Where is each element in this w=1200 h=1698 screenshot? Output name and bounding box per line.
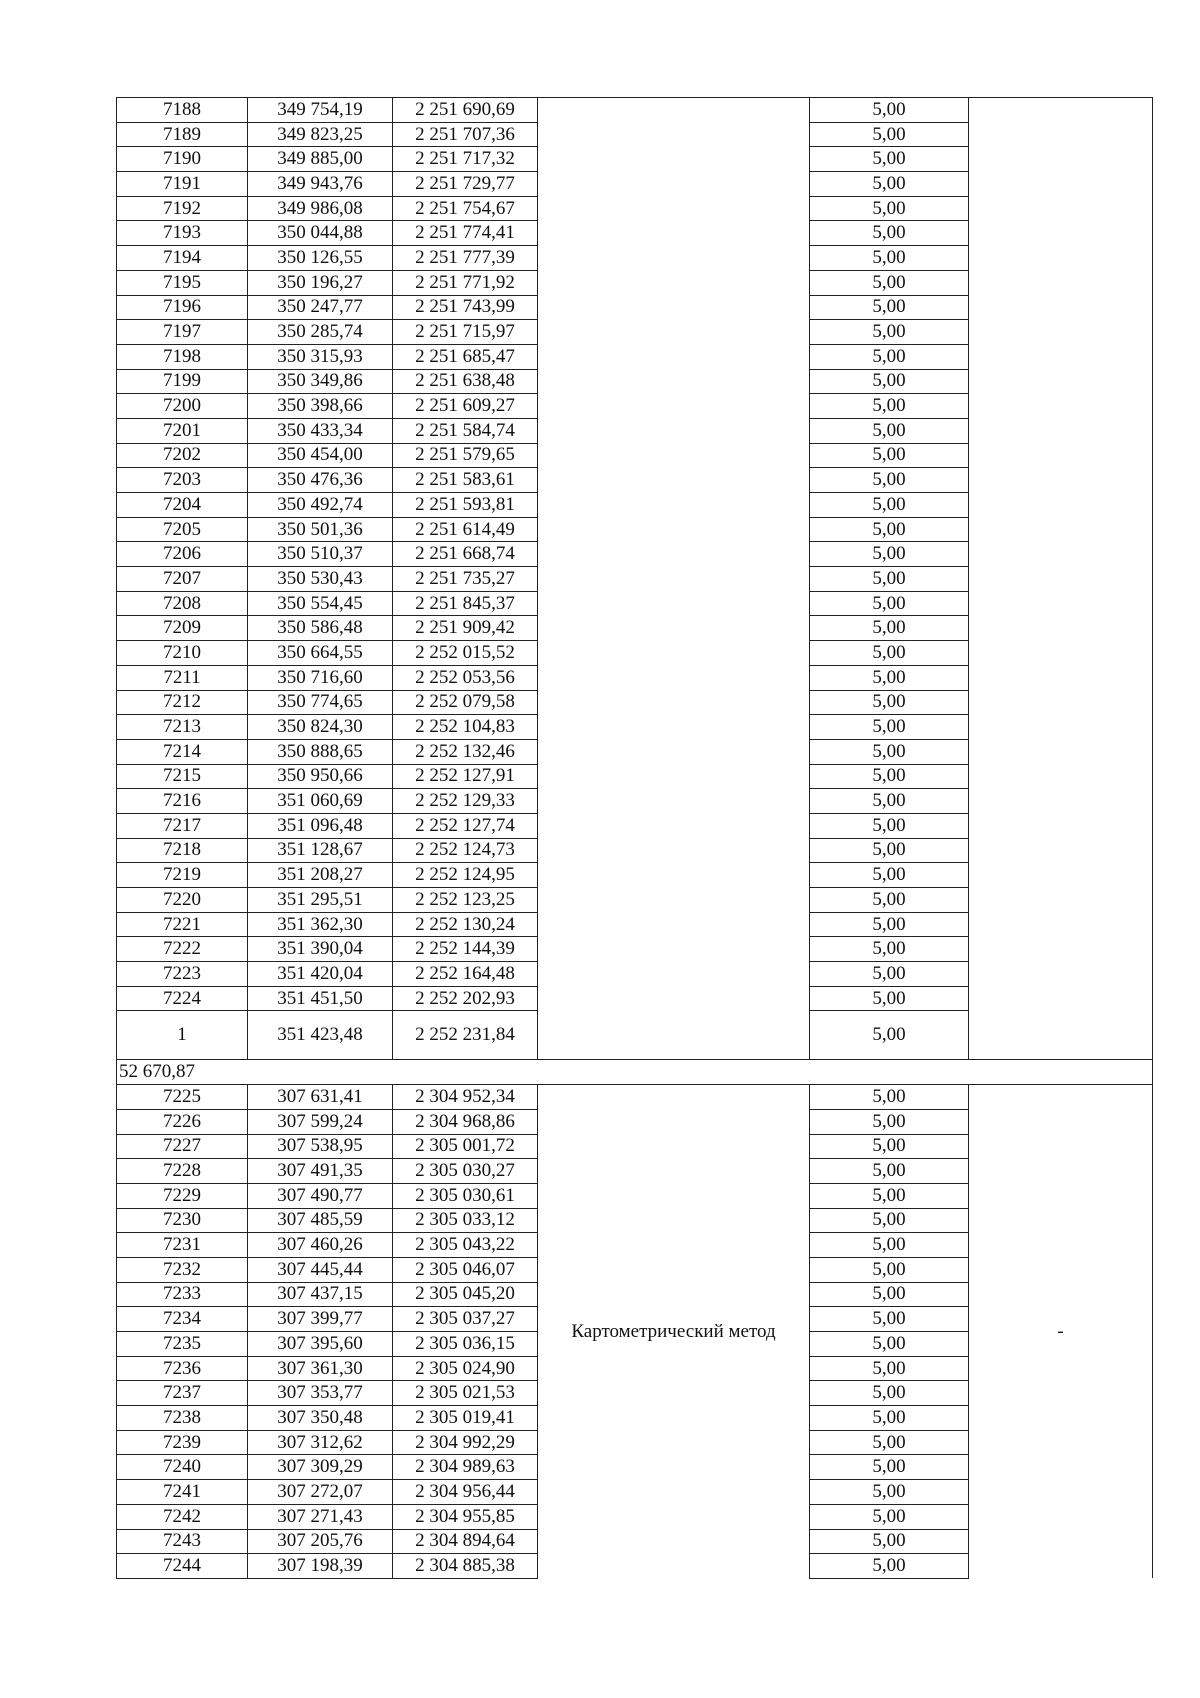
table-row xyxy=(117,1085,1153,1110)
point-number-cell: 7228 xyxy=(117,1159,248,1184)
x-coordinate-cell: 350 664,55 xyxy=(248,641,393,666)
y-coordinate-cell: 2 251 774,41 xyxy=(393,221,538,246)
y-coordinate-cell: 2 305 037,27 xyxy=(393,1307,538,1332)
y-coordinate-cell: 2 305 036,15 xyxy=(393,1332,538,1357)
accuracy-cell: 5,00 xyxy=(810,1257,969,1282)
note-cell xyxy=(969,98,1153,1060)
accuracy-cell: 5,00 xyxy=(810,443,969,468)
accuracy-cell: 5,00 xyxy=(810,690,969,715)
y-coordinate-cell: 2 252 079,58 xyxy=(393,690,538,715)
accuracy-cell: 5,00 xyxy=(810,542,969,567)
y-coordinate-cell: 2 305 030,27 xyxy=(393,1159,538,1184)
point-number-cell: 7221 xyxy=(117,912,248,937)
x-coordinate-cell: 351 060,69 xyxy=(248,789,393,814)
point-number-cell: 7193 xyxy=(117,221,248,246)
accuracy-cell: 5,00 xyxy=(810,320,969,345)
x-coordinate-cell: 349 943,76 xyxy=(248,172,393,197)
accuracy-cell: 5,00 xyxy=(810,1109,969,1134)
point-number-cell: 7222 xyxy=(117,937,248,962)
y-coordinate-cell: 2 252 127,91 xyxy=(393,764,538,789)
coordinates-table-body xyxy=(117,98,1153,1579)
point-number-cell: 7190 xyxy=(117,147,248,172)
point-number-cell: 7234 xyxy=(117,1307,248,1332)
x-coordinate-cell: 307 361,30 xyxy=(248,1356,393,1381)
x-coordinate-cell: 307 491,35 xyxy=(248,1159,393,1184)
point-number-cell: 7244 xyxy=(117,1554,248,1579)
y-coordinate-cell: 2 251 735,27 xyxy=(393,567,538,592)
x-coordinate-cell: 350 454,00 xyxy=(248,443,393,468)
point-number-cell: 7215 xyxy=(117,764,248,789)
accuracy-cell: 5,00 xyxy=(810,1356,969,1381)
accuracy-cell: 5,00 xyxy=(810,1504,969,1529)
y-coordinate-cell: 2 305 043,22 xyxy=(393,1233,538,1258)
y-coordinate-cell: 2 305 001,72 xyxy=(393,1134,538,1159)
document-page xyxy=(116,97,1152,1579)
y-coordinate-cell: 2 252 127,74 xyxy=(393,813,538,838)
y-coordinate-cell: 2 252 231,84 xyxy=(393,1011,538,1060)
y-coordinate-cell: 2 251 583,61 xyxy=(393,468,538,493)
x-coordinate-cell: 351 390,04 xyxy=(248,937,393,962)
section-area-cell: 52 670,87 xyxy=(117,1060,1153,1085)
point-number-cell: 7214 xyxy=(117,739,248,764)
point-number-cell: 7212 xyxy=(117,690,248,715)
accuracy-cell: 5,00 xyxy=(810,813,969,838)
y-coordinate-cell: 2 252 129,33 xyxy=(393,789,538,814)
y-coordinate-cell: 2 305 045,20 xyxy=(393,1282,538,1307)
point-number-cell: 7231 xyxy=(117,1233,248,1258)
y-coordinate-cell: 2 252 144,39 xyxy=(393,937,538,962)
accuracy-cell: 5,00 xyxy=(810,270,969,295)
point-number-cell: 7242 xyxy=(117,1504,248,1529)
point-number-cell: 7204 xyxy=(117,493,248,518)
y-coordinate-cell: 2 252 202,93 xyxy=(393,986,538,1011)
accuracy-cell: 5,00 xyxy=(810,1011,969,1060)
point-number-cell: 7227 xyxy=(117,1134,248,1159)
y-coordinate-cell: 2 305 030,61 xyxy=(393,1183,538,1208)
accuracy-cell: 5,00 xyxy=(810,1430,969,1455)
x-coordinate-cell: 350 492,74 xyxy=(248,493,393,518)
accuracy-cell: 5,00 xyxy=(810,1208,969,1233)
accuracy-cell: 5,00 xyxy=(810,962,969,987)
accuracy-cell: 5,00 xyxy=(810,567,969,592)
point-number-cell: 7211 xyxy=(117,665,248,690)
y-coordinate-cell: 2 304 885,38 xyxy=(393,1554,538,1579)
point-number-cell: 7213 xyxy=(117,715,248,740)
x-coordinate-cell: 350 586,48 xyxy=(248,616,393,641)
y-coordinate-cell: 2 251 777,39 xyxy=(393,246,538,271)
point-number-cell: 7192 xyxy=(117,196,248,221)
accuracy-cell: 5,00 xyxy=(810,394,969,419)
accuracy-cell: 5,00 xyxy=(810,986,969,1011)
point-number-cell: 7188 xyxy=(117,98,248,123)
point-number-cell: 7238 xyxy=(117,1406,248,1431)
accuracy-cell: 5,00 xyxy=(810,369,969,394)
x-coordinate-cell: 307 198,39 xyxy=(248,1554,393,1579)
point-number-cell: 7201 xyxy=(117,418,248,443)
accuracy-cell: 5,00 xyxy=(810,665,969,690)
x-coordinate-cell: 307 445,44 xyxy=(248,1257,393,1282)
y-coordinate-cell: 2 251 771,92 xyxy=(393,270,538,295)
point-number-cell: 7198 xyxy=(117,344,248,369)
y-coordinate-cell: 2 251 715,97 xyxy=(393,320,538,345)
method-cell xyxy=(538,98,810,1060)
y-coordinate-cell: 2 252 164,48 xyxy=(393,962,538,987)
x-coordinate-cell: 351 362,30 xyxy=(248,912,393,937)
point-number-cell: 1 xyxy=(117,1011,248,1060)
accuracy-cell: 5,00 xyxy=(810,888,969,913)
accuracy-cell: 5,00 xyxy=(810,1455,969,1480)
x-coordinate-cell: 307 350,48 xyxy=(248,1406,393,1431)
accuracy-cell: 5,00 xyxy=(810,838,969,863)
y-coordinate-cell: 2 252 123,25 xyxy=(393,888,538,913)
accuracy-cell: 5,00 xyxy=(810,221,969,246)
x-coordinate-cell: 350 044,88 xyxy=(248,221,393,246)
y-coordinate-cell: 2 305 024,90 xyxy=(393,1356,538,1381)
y-coordinate-cell: 2 305 033,12 xyxy=(393,1208,538,1233)
y-coordinate-cell: 2 251 909,42 xyxy=(393,616,538,641)
accuracy-cell: 5,00 xyxy=(810,1381,969,1406)
accuracy-cell: 5,00 xyxy=(810,1159,969,1184)
x-coordinate-cell: 307 271,43 xyxy=(248,1504,393,1529)
x-coordinate-cell: 307 631,41 xyxy=(248,1085,393,1110)
x-coordinate-cell: 307 599,24 xyxy=(248,1109,393,1134)
point-number-cell: 7207 xyxy=(117,567,248,592)
y-coordinate-cell: 2 304 894,64 xyxy=(393,1529,538,1554)
y-coordinate-cell: 2 305 021,53 xyxy=(393,1381,538,1406)
point-number-cell: 7219 xyxy=(117,863,248,888)
accuracy-cell: 5,00 xyxy=(810,1406,969,1431)
x-coordinate-cell: 350 315,93 xyxy=(248,344,393,369)
point-number-cell: 7210 xyxy=(117,641,248,666)
y-coordinate-cell: 2 251 729,77 xyxy=(393,172,538,197)
point-number-cell: 7216 xyxy=(117,789,248,814)
y-coordinate-cell: 2 251 707,36 xyxy=(393,122,538,147)
accuracy-cell: 5,00 xyxy=(810,616,969,641)
accuracy-cell: 5,00 xyxy=(810,863,969,888)
point-number-cell: 7208 xyxy=(117,591,248,616)
accuracy-cell: 5,00 xyxy=(810,1134,969,1159)
accuracy-cell: 5,00 xyxy=(810,468,969,493)
x-coordinate-cell: 307 399,77 xyxy=(248,1307,393,1332)
x-coordinate-cell: 350 554,45 xyxy=(248,591,393,616)
x-coordinate-cell: 350 126,55 xyxy=(248,246,393,271)
x-coordinate-cell: 350 476,36 xyxy=(248,468,393,493)
point-number-cell: 7229 xyxy=(117,1183,248,1208)
point-number-cell: 7189 xyxy=(117,122,248,147)
x-coordinate-cell: 350 501,36 xyxy=(248,517,393,542)
point-number-cell: 7243 xyxy=(117,1529,248,1554)
accuracy-cell: 5,00 xyxy=(810,1183,969,1208)
point-number-cell: 7217 xyxy=(117,813,248,838)
x-coordinate-cell: 350 530,43 xyxy=(248,567,393,592)
point-number-cell: 7206 xyxy=(117,542,248,567)
section-row xyxy=(117,1060,1153,1085)
y-coordinate-cell: 2 252 124,73 xyxy=(393,838,538,863)
accuracy-cell: 5,00 xyxy=(810,1554,969,1579)
x-coordinate-cell: 350 349,86 xyxy=(248,369,393,394)
y-coordinate-cell: 2 251 743,99 xyxy=(393,295,538,320)
point-number-cell: 7223 xyxy=(117,962,248,987)
y-coordinate-cell: 2 305 046,07 xyxy=(393,1257,538,1282)
y-coordinate-cell: 2 304 955,85 xyxy=(393,1504,538,1529)
accuracy-cell: 5,00 xyxy=(810,196,969,221)
point-number-cell: 7226 xyxy=(117,1109,248,1134)
accuracy-cell: 5,00 xyxy=(810,122,969,147)
x-coordinate-cell: 307 485,59 xyxy=(248,1208,393,1233)
x-coordinate-cell: 307 437,15 xyxy=(248,1282,393,1307)
y-coordinate-cell: 2 251 717,32 xyxy=(393,147,538,172)
y-coordinate-cell: 2 304 968,86 xyxy=(393,1109,538,1134)
accuracy-cell: 5,00 xyxy=(810,1233,969,1258)
x-coordinate-cell: 350 888,65 xyxy=(248,739,393,764)
y-coordinate-cell: 2 252 132,46 xyxy=(393,739,538,764)
accuracy-cell: 5,00 xyxy=(810,789,969,814)
y-coordinate-cell: 2 304 956,44 xyxy=(393,1480,538,1505)
x-coordinate-cell: 351 451,50 xyxy=(248,986,393,1011)
x-coordinate-cell: 350 285,74 xyxy=(248,320,393,345)
x-coordinate-cell: 350 247,77 xyxy=(248,295,393,320)
y-coordinate-cell: 2 251 754,67 xyxy=(393,196,538,221)
x-coordinate-cell: 350 950,66 xyxy=(248,764,393,789)
accuracy-cell: 5,00 xyxy=(810,937,969,962)
accuracy-cell: 5,00 xyxy=(810,246,969,271)
x-coordinate-cell: 307 312,62 xyxy=(248,1430,393,1455)
x-coordinate-cell: 307 353,77 xyxy=(248,1381,393,1406)
x-coordinate-cell: 307 490,77 xyxy=(248,1183,393,1208)
x-coordinate-cell: 351 423,48 xyxy=(248,1011,393,1060)
accuracy-cell: 5,00 xyxy=(810,641,969,666)
method-cell: Картометрический метод xyxy=(538,1085,810,1579)
point-number-cell: 7237 xyxy=(117,1381,248,1406)
accuracy-cell: 5,00 xyxy=(810,1282,969,1307)
accuracy-cell: 5,00 xyxy=(810,493,969,518)
x-coordinate-cell: 349 754,19 xyxy=(248,98,393,123)
accuracy-cell: 5,00 xyxy=(810,418,969,443)
point-number-cell: 7202 xyxy=(117,443,248,468)
y-coordinate-cell: 2 252 130,24 xyxy=(393,912,538,937)
point-number-cell: 7232 xyxy=(117,1257,248,1282)
table-row xyxy=(117,98,1153,123)
point-number-cell: 7239 xyxy=(117,1430,248,1455)
accuracy-cell: 5,00 xyxy=(810,591,969,616)
point-number-cell: 7205 xyxy=(117,517,248,542)
accuracy-cell: 5,00 xyxy=(810,295,969,320)
x-coordinate-cell: 351 295,51 xyxy=(248,888,393,913)
y-coordinate-cell: 2 252 053,56 xyxy=(393,665,538,690)
y-coordinate-cell: 2 251 685,47 xyxy=(393,344,538,369)
point-number-cell: 7197 xyxy=(117,320,248,345)
point-number-cell: 7236 xyxy=(117,1356,248,1381)
accuracy-cell: 5,00 xyxy=(810,1085,969,1110)
x-coordinate-cell: 351 208,27 xyxy=(248,863,393,888)
x-coordinate-cell: 307 272,07 xyxy=(248,1480,393,1505)
point-number-cell: 7224 xyxy=(117,986,248,1011)
accuracy-cell: 5,00 xyxy=(810,344,969,369)
point-number-cell: 7225 xyxy=(117,1085,248,1110)
x-coordinate-cell: 307 395,60 xyxy=(248,1332,393,1357)
accuracy-cell: 5,00 xyxy=(810,172,969,197)
x-coordinate-cell: 350 774,65 xyxy=(248,690,393,715)
note-cell: - xyxy=(969,1085,1153,1579)
y-coordinate-cell: 2 251 668,74 xyxy=(393,542,538,567)
accuracy-cell: 5,00 xyxy=(810,517,969,542)
y-coordinate-cell: 2 251 593,81 xyxy=(393,493,538,518)
x-coordinate-cell: 350 433,34 xyxy=(248,418,393,443)
x-coordinate-cell: 350 398,66 xyxy=(248,394,393,419)
x-coordinate-cell: 350 510,37 xyxy=(248,542,393,567)
accuracy-cell: 5,00 xyxy=(810,1529,969,1554)
accuracy-cell: 5,00 xyxy=(810,147,969,172)
point-number-cell: 7195 xyxy=(117,270,248,295)
point-number-cell: 7209 xyxy=(117,616,248,641)
x-coordinate-cell: 307 309,29 xyxy=(248,1455,393,1480)
x-coordinate-cell: 349 885,00 xyxy=(248,147,393,172)
point-number-cell: 7200 xyxy=(117,394,248,419)
y-coordinate-cell: 2 251 690,69 xyxy=(393,98,538,123)
accuracy-cell: 5,00 xyxy=(810,1307,969,1332)
y-coordinate-cell: 2 251 579,65 xyxy=(393,443,538,468)
x-coordinate-cell: 351 420,04 xyxy=(248,962,393,987)
x-coordinate-cell: 350 824,30 xyxy=(248,715,393,740)
x-coordinate-cell: 351 128,67 xyxy=(248,838,393,863)
point-number-cell: 7196 xyxy=(117,295,248,320)
y-coordinate-cell: 2 304 992,29 xyxy=(393,1430,538,1455)
point-number-cell: 7194 xyxy=(117,246,248,271)
x-coordinate-cell: 349 986,08 xyxy=(248,196,393,221)
coordinates-table xyxy=(116,97,1153,1579)
point-number-cell: 7220 xyxy=(117,888,248,913)
y-coordinate-cell: 2 251 638,48 xyxy=(393,369,538,394)
y-coordinate-cell: 2 252 015,52 xyxy=(393,641,538,666)
x-coordinate-cell: 350 716,60 xyxy=(248,665,393,690)
y-coordinate-cell: 2 304 989,63 xyxy=(393,1455,538,1480)
x-coordinate-cell: 349 823,25 xyxy=(248,122,393,147)
x-coordinate-cell: 351 096,48 xyxy=(248,813,393,838)
accuracy-cell: 5,00 xyxy=(810,1480,969,1505)
point-number-cell: 7218 xyxy=(117,838,248,863)
point-number-cell: 7199 xyxy=(117,369,248,394)
y-coordinate-cell: 2 251 584,74 xyxy=(393,418,538,443)
y-coordinate-cell: 2 252 124,95 xyxy=(393,863,538,888)
y-coordinate-cell: 2 304 952,34 xyxy=(393,1085,538,1110)
accuracy-cell: 5,00 xyxy=(810,739,969,764)
x-coordinate-cell: 307 460,26 xyxy=(248,1233,393,1258)
y-coordinate-cell: 2 252 104,83 xyxy=(393,715,538,740)
point-number-cell: 7230 xyxy=(117,1208,248,1233)
point-number-cell: 7191 xyxy=(117,172,248,197)
point-number-cell: 7203 xyxy=(117,468,248,493)
x-coordinate-cell: 307 538,95 xyxy=(248,1134,393,1159)
accuracy-cell: 5,00 xyxy=(810,912,969,937)
accuracy-cell: 5,00 xyxy=(810,1332,969,1357)
point-number-cell: 7240 xyxy=(117,1455,248,1480)
x-coordinate-cell: 307 205,76 xyxy=(248,1529,393,1554)
accuracy-cell: 5,00 xyxy=(810,715,969,740)
y-coordinate-cell: 2 305 019,41 xyxy=(393,1406,538,1431)
point-number-cell: 7233 xyxy=(117,1282,248,1307)
y-coordinate-cell: 2 251 614,49 xyxy=(393,517,538,542)
accuracy-cell: 5,00 xyxy=(810,764,969,789)
point-number-cell: 7235 xyxy=(117,1332,248,1357)
accuracy-cell: 5,00 xyxy=(810,98,969,123)
x-coordinate-cell: 350 196,27 xyxy=(248,270,393,295)
y-coordinate-cell: 2 251 609,27 xyxy=(393,394,538,419)
point-number-cell: 7241 xyxy=(117,1480,248,1505)
y-coordinate-cell: 2 251 845,37 xyxy=(393,591,538,616)
